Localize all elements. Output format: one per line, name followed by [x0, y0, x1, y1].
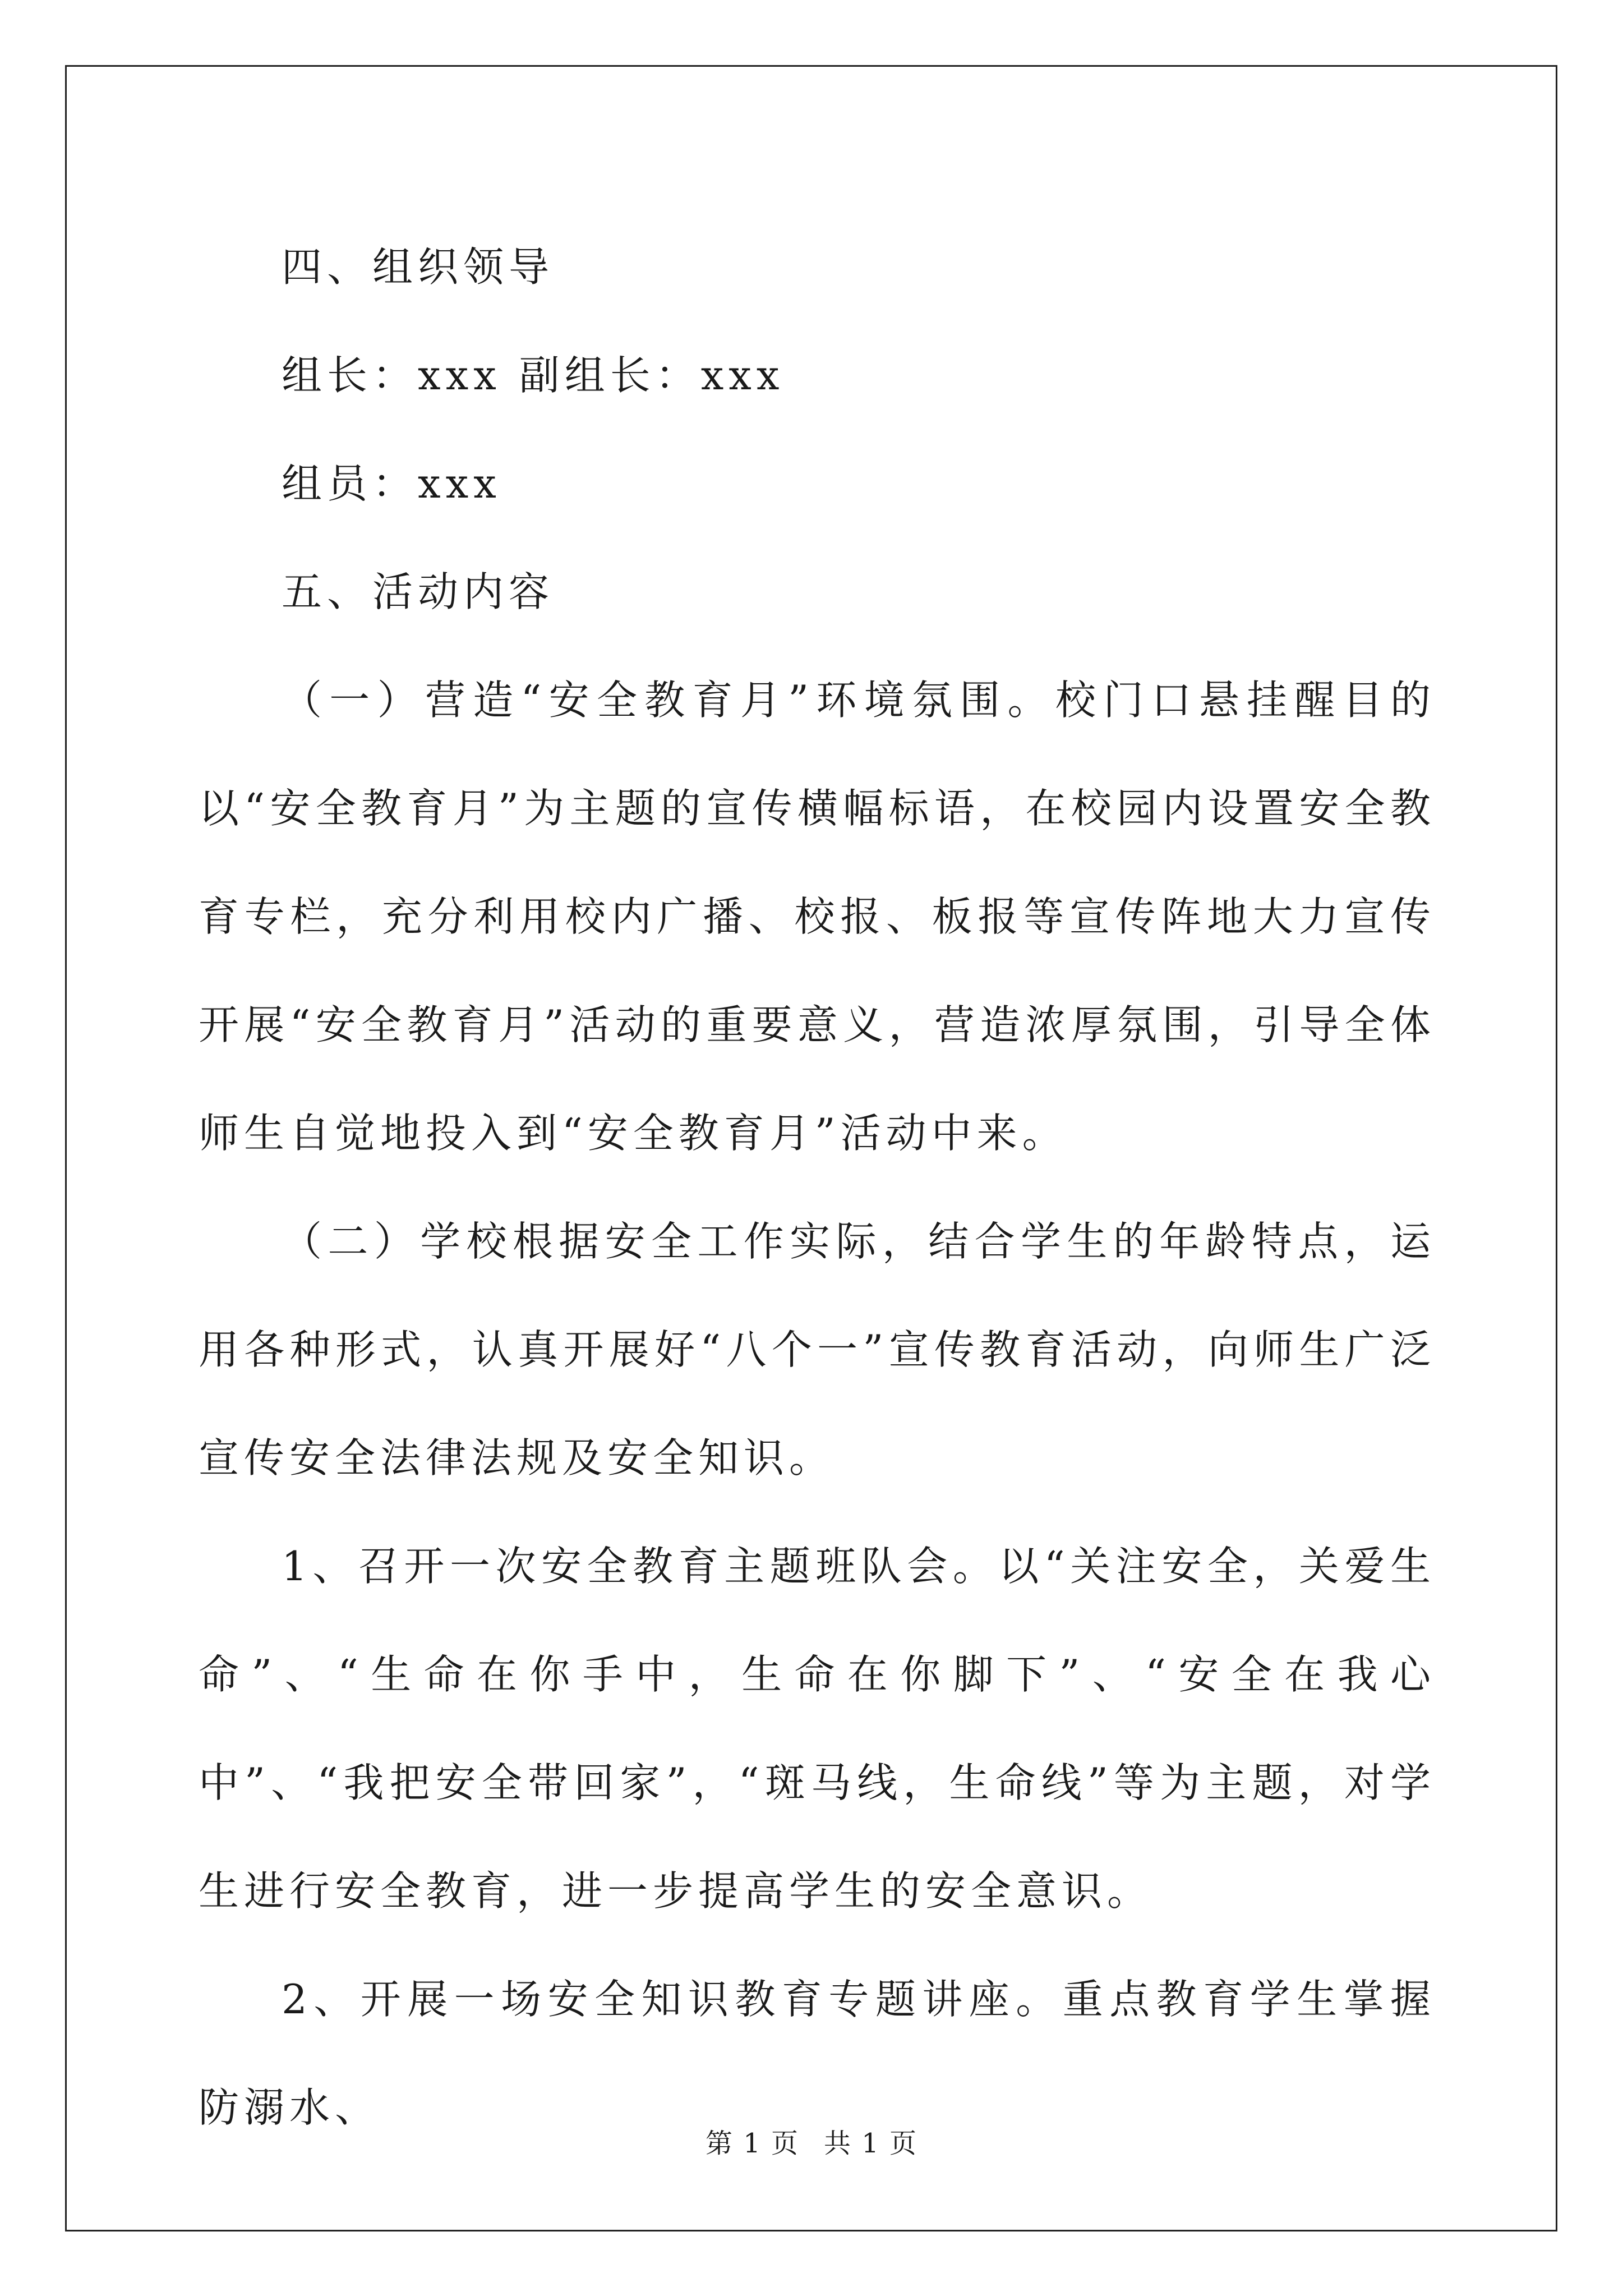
paragraph-lecture: 2、开展一场安全知识教育专题讲座。重点教育学生掌握防溺水、 [199, 1976, 1436, 2131]
page-total: 共 1 页 [824, 2128, 918, 2159]
paragraph-atmosphere: （一）营造“安全教育月”环境氛围。校门口悬挂醒目的以“安全教育月”为主题的宣传横幅标语，在校园内设置安全教育专栏，充分利用校内广播、校报、板报等宣传阵地大力宣传开展“安全教育月”活动的重要意义，营造浓厚氛围，引导全体师生自觉地投入到“安全教育月”活动中来。 [199, 677, 1436, 1157]
members-line: 组员：xxx [282, 460, 501, 507]
section-heading-organization: 四、组织领导 [282, 243, 555, 291]
page-footer [0, 2122, 1623, 2160]
paragraph-eight-ones: （二）学校根据安全工作实际，结合学生的年龄特点，运用各种形式，认真开展好“八个一”宣传教育活动，向师生广泛宣传安全法律法规及安全知识。 [199, 1218, 1436, 1481]
page-number: 第 1 页 [705, 2128, 799, 2159]
document-body [199, 213, 1436, 2162]
section-heading-activities: 五、活动内容 [282, 568, 555, 615]
paragraph-class-meeting: 1、召开一次安全教育主题班队会。以“关注安全，关爱生命”、“生命在你手中，生命在你脚下”、“安全在我心中”、“我把安全带回家”，“斑马线，生命线”等为主题，对学生进行安全教育，进一步提高学生的安全意识。 [199, 1543, 1436, 1915]
leaders-line: 组长：xxx 副组长：xxx [282, 352, 785, 399]
